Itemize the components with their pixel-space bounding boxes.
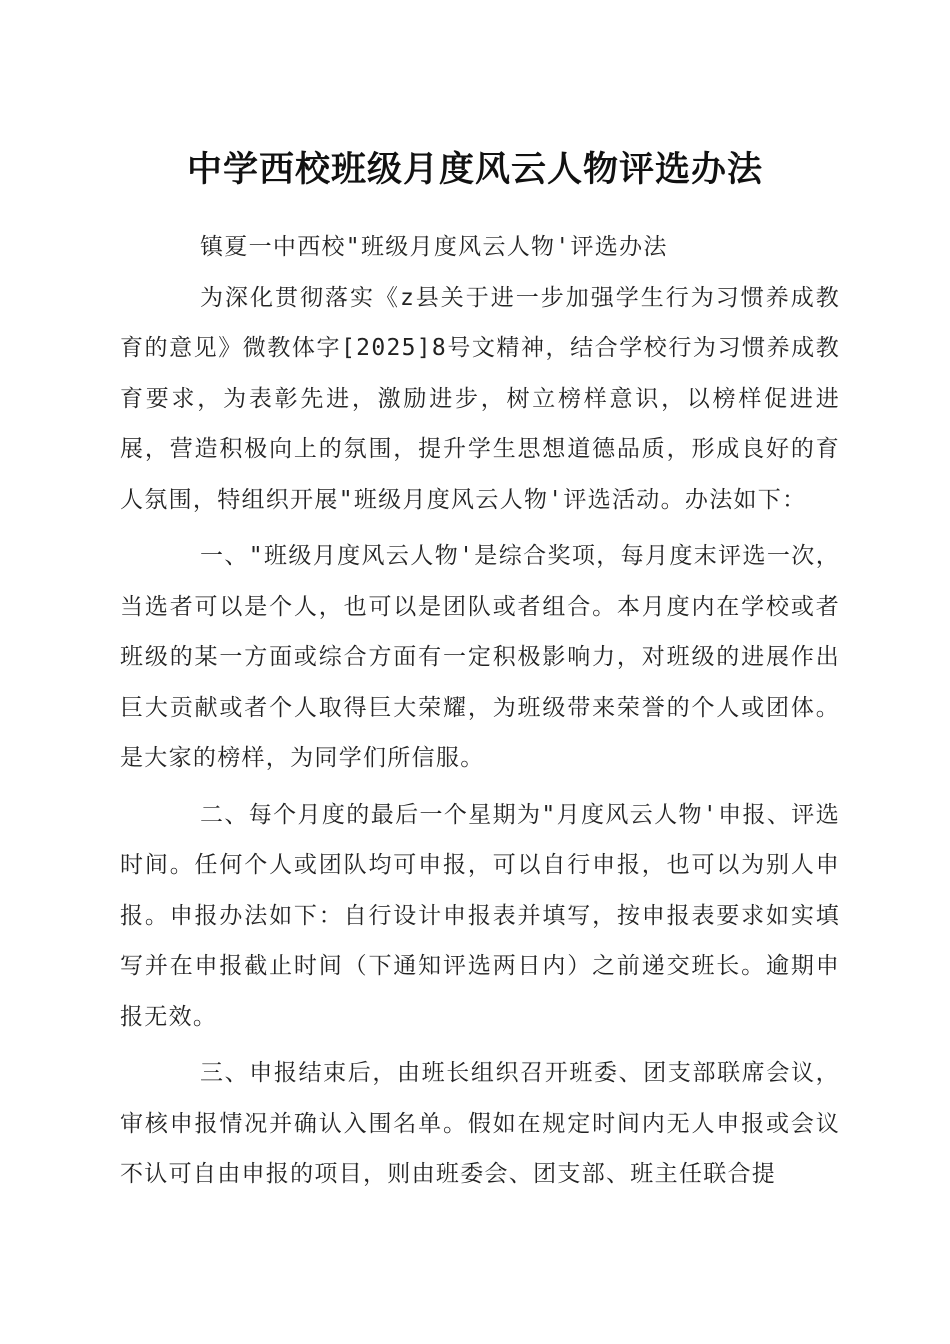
paragraph-item-2: 二、每个月度的最后一个星期为"月度风云人物'申报、评选时间。任何个人或团队均可申报，可以自行申报，也可以为别人申报。申报办法如下：自行设计申报表并填写，按申报表要求如实填写并在申报截止时间（下通知评选两日内）之前递交班长。逾期申报无效。: [120, 801, 840, 1030]
document-subtitle: 镇夏一中西校"班级月度风云人物'评选办法: [200, 234, 668, 260]
paragraph-item-1: 一、"班级月度风云人物'是综合奖项，每月度末评选一次，当选者可以是个人，也可以是团队或者组合。本月度内在学校或者班级的某一方面或综合方面有一定积极影响力，对班级的进展作出巨大贡献或者个人取得巨大荣耀，为班级带来荣誉的个人或团体。是大家的榜样，为同学们所信服。: [120, 543, 840, 771]
document-title: 中学西校班级月度风云人物评选办法: [186, 149, 763, 190]
paragraph-item-3: 三、申报结束后，由班长组织召开班委、团支部联席会议，审核申报情况并确认入围名单。假如在规定时间内无人申报或会议不认可自由申报的项目，则由班委会、团支部、班主任联合提: [120, 1060, 840, 1187]
paragraph-intro: 为深化贯彻落实《z县关于进一步加强学生行为习惯养成教育的意见》微教体字[2025]8号文精神，结合学校行为习惯养成教育要求，为表彰先进，激励进步，树立榜样意识，以榜样促进进展，营造积极向上的氛围，提升学生思想道德品质，形成良好的育人氛围，特组织开展"班级月度风云人物'评选活动。办法如下：: [120, 284, 840, 513]
document-body: [120, 222, 840, 1200]
